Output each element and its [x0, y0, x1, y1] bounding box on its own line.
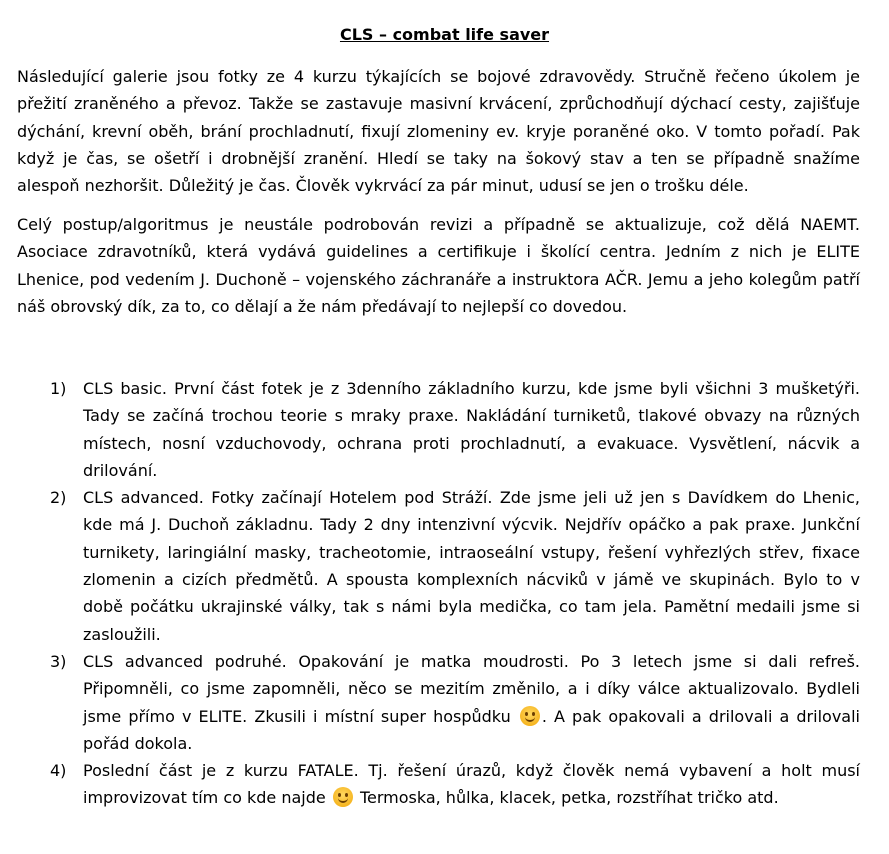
- list-item-text: CLS advanced. Fotky začínají Hotelem pod Stráží. Zde jsme jeli už jen s Davídkem do Lhenic, kde má J. Duchoň základnu. Tady 2 dny intenzivní výcvik. Nejdřív opáčko a pak praxe. Junkční turnikety, laringiální masky, tracheotomie, intraoseální vstupy, řešení vyhřezlých střev, fixace zlomenin a cizích předmětů. A spousta komplexních nácviků v jámě ve skupinách. Bylo to v době počátku ukrajinské války, tak s námi byla medička, co tam jela. Pamětní medaili jsme si zasloužili.: [83, 488, 860, 644]
- list-item: [17, 757, 860, 812]
- list-number: 4): [50, 761, 67, 781]
- list-item: [17, 648, 860, 757]
- smiley-face-icon: [520, 706, 540, 726]
- list-item-text-before: Poslední část je z kurzu FATALE. Tj. řešení úrazů, když člověk nemá vybavení a holt musí improvizovat tím co kde najde: [83, 761, 860, 808]
- list-item-text-after: . A pak opakovali a drilovali a drilovali pořád dokola.: [83, 706, 860, 753]
- document-title: CLS – combat life saver: [339, 25, 550, 44]
- smiley-face-icon: [333, 787, 353, 807]
- course-list: [17, 375, 860, 812]
- list-item-text: CLS basic. První část fotek je z 3denního základního kurzu, kde jsme byli všichni 3 mušketýři. Tady se začíná trochou teorie s mraky praxe. Nakládání turniketů, tlakové obvazy na různých místech, nosní vzduchovody, ochrana proti prochladnutí, a evakuace. Vysvětlení, nácvik a drilování.: [83, 379, 860, 480]
- list-number: 1): [50, 379, 67, 398]
- list-item: [17, 375, 860, 484]
- list-number: 2): [50, 488, 67, 508]
- list-number: 3): [50, 651, 67, 671]
- list-item: [17, 484, 860, 648]
- list-item-text-before: CLS advanced podruhé. Opakování je matka moudrosti. Po 3 letech jsme si dali refreš. Připomněli, co jsme zapomněli, něco se mezitím změnilo, a i díky válce aktualizovalo. Bydleli jsme přímo v ELITE. Zkusili i místní super hospůdku: [83, 651, 860, 726]
- intro-paragraph: Následující galerie jsou fotky ze 4 kurzu týkajících se bojové zdravovědy. Stručně řečeno úkolem je přežití zraněného a převoz. Takže se zastavuje masivní krvácení, zprůchodňují dýchací cesty, zajišťuje dýchání, krevní oběh, brání prochladnutí, fixují zlomeniny ev. kryje poraněné oko. V tomto pořadí. Pak když je čas, se ošetří i drobnější zranění. Hledí se taky na šokový stav a ten se případně snažíme alespoň nezhoršit. Důležitý je čas. Člověk vykrvácí za pár minut, udusí se jen o trošku déle.: [17, 67, 860, 196]
- list-item-text-after: Termoska, hůlka, klacek, petka, rozstříhat tričko atd.: [359, 788, 779, 808]
- naemt-paragraph: Celý postup/algoritmus je neustále podrobován revizi a případně se aktualizuje, což dělá NAEMT. Asociace zdravotníků, která vydává guidelines a certifikuje i školící centra. Jedním z nich je ELITE Lhenice, pod vedením J. Duchoně – vojenského záchranáře a instruktora AČR. Jemu a jeho kolegům patří náš obrovský dík, za to, co dělají a že nám předávají to nejlepší co dovedou.: [17, 215, 860, 316]
